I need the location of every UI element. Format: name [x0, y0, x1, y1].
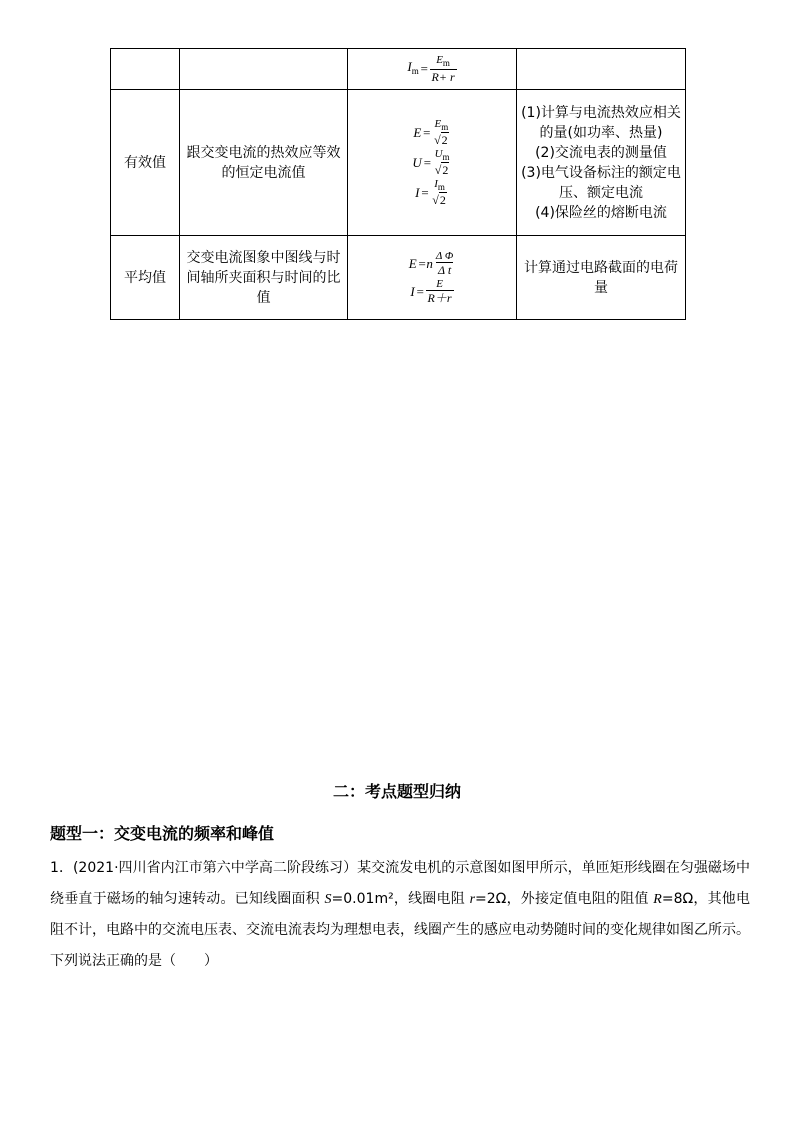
table-row — [111, 236, 686, 320]
uses-cell — [517, 90, 686, 236]
value-name-cell — [111, 49, 180, 90]
formula-effective-emf: E = $E_m$ √2 — [413, 118, 449, 147]
ac-values-table — [110, 48, 686, 320]
table-row — [111, 49, 686, 90]
table-row — [111, 90, 686, 236]
use-item: (3)电气设备标注的额定电压、额定电流 — [521, 164, 681, 201]
meaning-cell: 跟交变电流的热效应等效的恒定电流值 — [180, 90, 348, 236]
uses-cell — [517, 49, 686, 90]
formula-average-emf: E = n $\frac{\text{Δ Φ}}{\text{Δ t}}$ — [408, 250, 454, 277]
meaning-cell — [180, 49, 348, 90]
formula-peak-current: $I_m$ = $\frac{E_m}{R+ r}$ — [407, 54, 455, 84]
question-type-heading: 题型一：交变电流的频率和峰值 — [50, 824, 275, 843]
use-item: (2)交流电表的测量值 — [535, 144, 667, 161]
formula-effective-current: I = $I_m$ √2 — [415, 178, 446, 207]
formula-effective-voltage: U = $U_m$ √2 — [412, 148, 450, 177]
formula-cell — [348, 90, 517, 236]
formula-cell — [348, 49, 517, 90]
formula-average-current: I = $\frac{E}{R+r}$ — [410, 278, 452, 305]
question-text: 1．(2021·四川省内江市第六中学高二阶段练习）某交流发电机的示意图如图甲所示，单匝矩形线圈在匀强磁场中绕垂直于磁场的轴匀速转动。已知线圈面积 S=0.01m²，线圈电阻 r=2Ω，外接定值电阻的阻值 R=8Ω，其他电阻不计，电路中的交流电压表、交流电流表均为理想电表，线圈产生的感应电动势随时间的变化规律如图乙所示。下列说法正确的是（ ） — [50, 860, 751, 969]
formula-cell — [348, 236, 517, 320]
use-item: (4)保险丝的熔断电流 — [535, 204, 667, 221]
value-name-cell: 平均值 — [111, 236, 180, 320]
uses-cell — [517, 236, 686, 320]
section-title: 二：考点题型归纳 — [332, 782, 461, 801]
use-item: (1)计算与电流热效应相关的量(如功率、热量) — [521, 104, 681, 141]
meaning-cell: 交变电流图象中图线与时间轴所夹面积与时间的比值 — [180, 236, 348, 320]
use-item: 计算通过电路截面的电荷量 — [524, 259, 678, 296]
value-name-cell: 有效值 — [111, 90, 180, 236]
